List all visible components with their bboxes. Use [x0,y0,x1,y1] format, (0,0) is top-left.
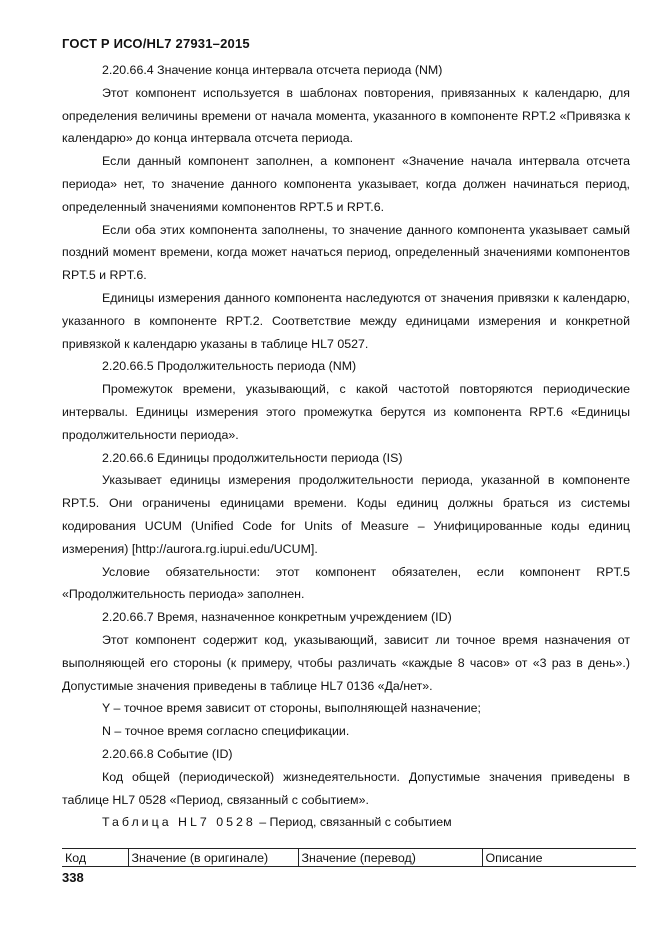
section-heading-2-20-66-6: 2.20.66.6 Единицы продолжительности периода (IS) [102,450,403,465]
body-paragraph: Если оба этих компонента заполнены, то значение данного компонента указывает самый поздний момент времени, когда может начаться период, определенный значениями компонентов RPT.5 и RPT.6. [62,222,630,283]
body-paragraph: Код общей (периодической) жизнедеятельности. Допустимые значения приведены в таблице HL7 0528 «Период, связанный с событием». [62,769,630,807]
body-paragraph: Указывает единицы измерения продолжительности периода, указанной в компоненте RPT.5. Они ограничены единицами времени. Коды единиц должны браться из системы кодирования UCUM (Unified Code for Units of Measure – Унифицированные коды единиц измерения) [http://aurora.rg.iupui.edu/UCUM]. [62,473,630,556]
page-number: 338 [62,870,84,885]
body-paragraph: Промежуток времени, указывающий, с какой частотой повторяются периодические интервалы. Единицы измерения этого промежутка берутся из компонента RPT.6 «Единицы продолжительности периода». [62,382,630,442]
table-caption [62,811,630,834]
column-header-description: Описание [482,849,636,867]
body-paragraph: Единицы измерения данного компонента наследуются от значения привязки к календарю, указанного в компоненте RPT.2. Соответствие между единицами измерения и конкретной привязкой к календарю указаны в таблице HL7 0527. [62,290,630,351]
event-period-table [62,848,636,867]
list-item-y: Y – точное время зависит от стороны, выполняющей назначение; [102,701,481,716]
body-paragraph: Условие обязательности: этот компонент обязателен, если компонент RPT.5 «Продолжительность периода» заполнен. [62,564,630,602]
document-body [62,59,630,834]
document-header: ГОСТ Р ИСО/HL7 27931–2015 [62,36,250,51]
section-heading-2-20-66-5: 2.20.66.5 Продолжительность периода (NM) [102,359,357,374]
column-header-translated-value: Значение (перевод) [298,849,482,867]
column-header-original-value: Значение (в оригинале) [128,849,298,867]
section-heading-2-20-66-4: 2.20.66.4 Значение конца интервала отсчета периода (NM) [102,63,443,77]
list-item-n: N – точное время согласно спецификации. [102,724,350,739]
section-heading-2-20-66-8: 2.20.66.8 Событие (ID) [102,746,233,761]
table-caption-text: – Период, связанный с событием [255,815,452,830]
body-paragraph: Этот компонент используется в шаблонах повторения, привязанных к календарю, для определения величины времени от начала момента, указанного в компоненте RPT.2 «Привязка к календарю» до конца интервала отсчета периода. [62,85,630,146]
column-header-code: Код [62,849,128,867]
body-paragraph: Этот компонент содержит код, указывающий, зависит ли точное время назначения от выполняющей его стороны (к примеру, чтобы различать «каждые 8 часов» от «3 раз в день».) Допустимые значения приведены в таблице HL7 0136 «Да/нет». [62,632,630,693]
section-heading-2-20-66-7: 2.20.66.7 Время, назначенное конкретным учреждением (ID) [102,610,452,625]
table-caption-label: Таблица HL7 0528 [102,815,256,830]
table-header-row [62,849,636,867]
body-paragraph: Если данный компонент заполнен, а компонент «Значение начала интервала отсчета периода» нет, то значение данного компонента указывает, когда должен начинаться период, определенный значениями компонентов RPT.5 и RPT.6. [62,154,630,214]
